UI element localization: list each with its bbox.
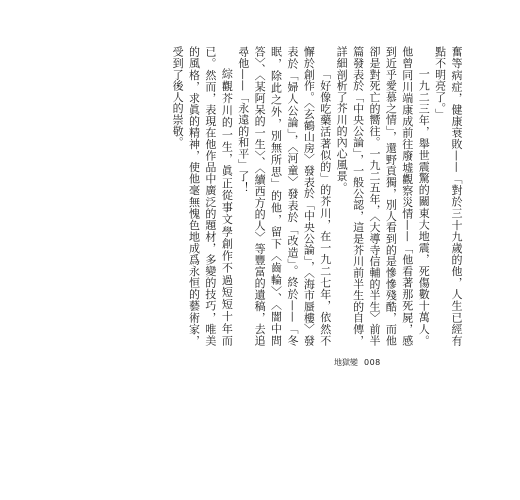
vertical-body-text — [169, 46, 464, 346]
paragraph-continuation: 奮等病症，健康衰敗——「對於三十九歲的他，人生已經有點不明亮了。」 — [433, 46, 463, 346]
paragraph-final-works: 「好像吃藥活著似的」的芥川，在一九二七年，依然不懈於創作。〈玄鶴山房〉發表於「中央公論」，〈海市蜃樓〉發表於「婦人公論」，〈河童〉發表於「改造」。終於——「冬眠，除此之外，別無所思」的他，留下〈齒輪〉、〈闇中問答〉、〈某阿呆的一生〉、〈續西方的人〉等豐富的遺稿，去追尋他——「永遠的和平」了！ — [236, 46, 332, 346]
page-number: 008 — [364, 358, 381, 367]
paragraph-earthquake: 一九二三年，舉世震驚的關東大地震，死傷數十萬人。他曾同川端康成前往廢墟觀察災情——「他看著那死屍，感到近乎愛慕之情」，還野貢獨，別人看到的是慘慘殘酷，而他卻是對死亡的嚮往。一九二五年，〈大導寺信輔的半生〉前半篇發表於「中央公論」，一般公認，這是芥川前半生的自傳，詳細剖析了芥川的內心風景。 — [335, 46, 431, 346]
running-title: 地獄變 — [334, 358, 358, 367]
page-footer — [334, 357, 381, 368]
paragraph-summary: 綜觀芥川的一生，眞正從事文學創作不過短短十年而已。然而，表現在他作品中廣泛的題材，多變的技巧，唯美的風格，求眞的精神，使他毫無愧色地成爲永恒的藝術家，受到了後人的崇敬。 — [171, 46, 234, 346]
